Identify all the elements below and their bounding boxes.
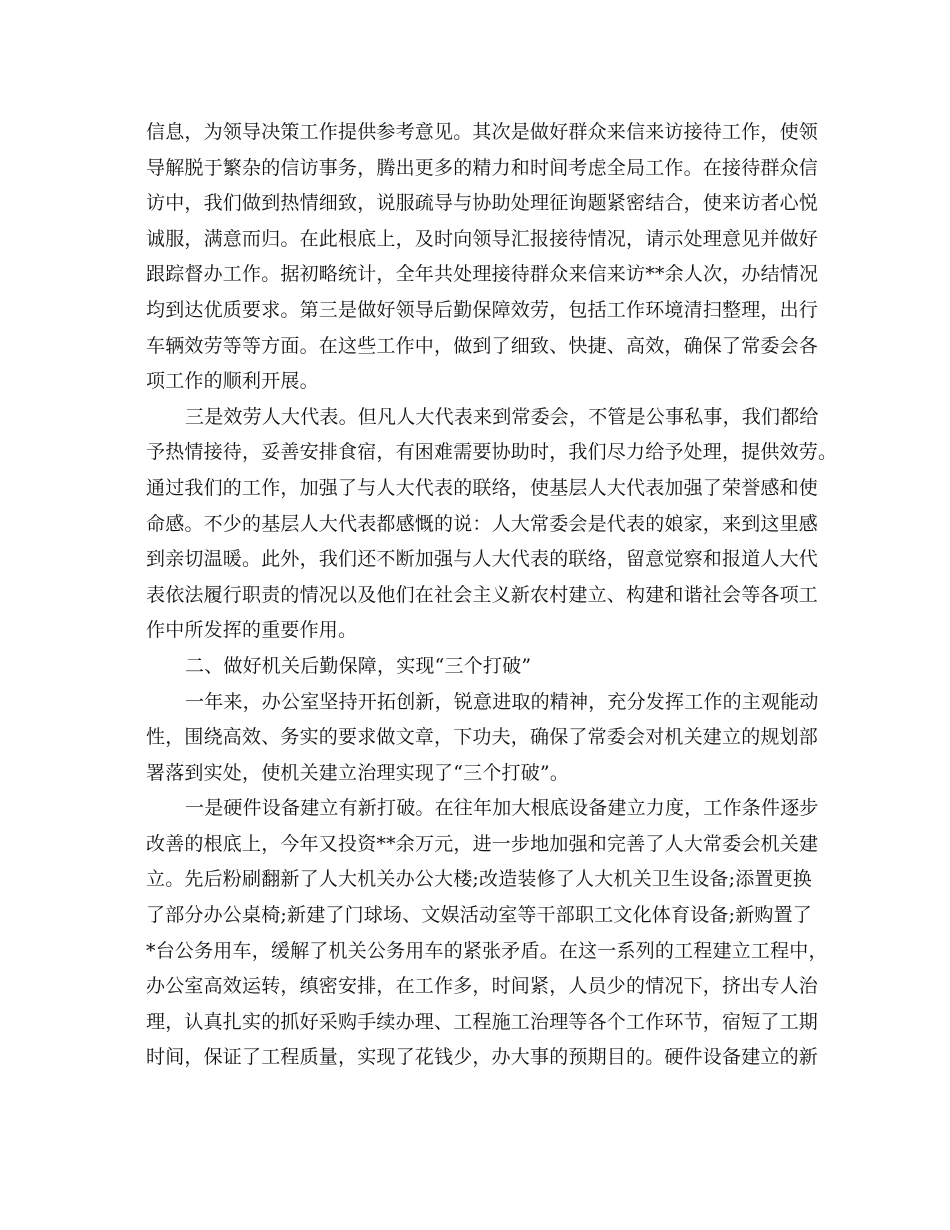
text-line: 予热情接待，妥善安排食宿，有困难需要协助时，我们尽力给予处理，提供效劳。 [146,441,838,464]
text-line: 三是效劳人大代表。但凡人大代表来到常委会，不管是公事私事，我们都给 [185,405,819,428]
text-line: 到亲切温暖。此外，我们还不断加强与人大代表的联络，留意觉察和报道人大代 [146,548,819,571]
text-line: 一是硬件设备建立有新打破。在往年加大根底设备建立力度，工作条件逐步 [185,797,819,820]
text-line: 诚服，满意而归。在此根底上，及时向领导汇报接待情况，请示处理意见并做好 [146,227,819,250]
text-line: 一年来，办公室坚持开拓创新，锐意进取的精神，充分发挥工作的主观能动 [185,690,819,713]
text-line: 信息，为领导决策工作提供参考意见。其次是做好群众来信来访接待工作，使领 [146,121,819,143]
text-line: 访中，我们做到热情细致，说服疏导与协助处理征询题紧密结合，使来访者心悦 [146,192,819,215]
text-line: 跟踪督办工作。据初略统计，全年共处理接待群众来信来访**余人次，办结情况 [146,263,819,286]
text-line: 时间，保证了工程质量，实现了花钱少，办大事的预期目的。硬件设备建立的新 [146,1046,819,1069]
text-line: 作中所发挥的重要作用。 [146,619,358,642]
text-line: 性，围绕高效、务实的要求做文章，下功夫，确保了常委会对机关建立的规划部 [146,726,819,749]
text-line: 改善的根底上，今年又投资**余万元，进一步地加强和完善了人大常委会机关建 [146,832,819,855]
text-line: 立。先后粉刷翻新了人大机关办公大楼;改造装修了人大机关卫生设备;添置更换 [146,868,813,891]
text-line: 二、做好机关后勤保障，实现“三个打破” [185,654,532,677]
text-line: 理，认真扎实的抓好采购手续办理、工程施工治理等各个工作环节，宿短了工期 [146,1010,819,1033]
text-line: *台公务用车，缓解了机关公务用车的紧张矛盾。在这一系列的工程建立工程中， [146,939,828,962]
document-body [146,115,838,1076]
text-line: 导解脱于繁杂的信访事务，腾出更多的精力和时间考虑全局工作。在接待群众信 [146,156,819,179]
text-line: 办公室高效运转，缜密安排，在工作多，时间紧，人员少的情况下，挤出专人治 [146,975,819,998]
text-line: 车辆效劳等等方面。在这些工作中，做到了细致、快捷、高效，确保了常委会各 [146,334,819,357]
text-line: 命感。不少的基层人大代表都感慨的说：人大常委会是代表的娘家，来到这里感 [146,512,819,535]
text-line: 通过我们的工作，加强了与人大代表的联络，使基层人大代表加强了荣誉感和使 [146,476,819,499]
text-line: 署落到实处，使机关建立治理实现了“三个打破”。 [146,761,570,784]
text-line: 了部分办公桌椅;新建了门球场、文娱活动室等干部职工文化体育设备;新购置了 [146,904,813,927]
text-line: 均到达优质要求。第三是做好领导后勤保障效劳，包括工作环境清扫整理，出行 [146,298,819,321]
text-line: 项工作的顺利开展。 [146,370,319,393]
text-line: 表依法履行职责的情况以及他们在社会主义新农村建立、构建和谐社会等各项工 [146,583,819,606]
